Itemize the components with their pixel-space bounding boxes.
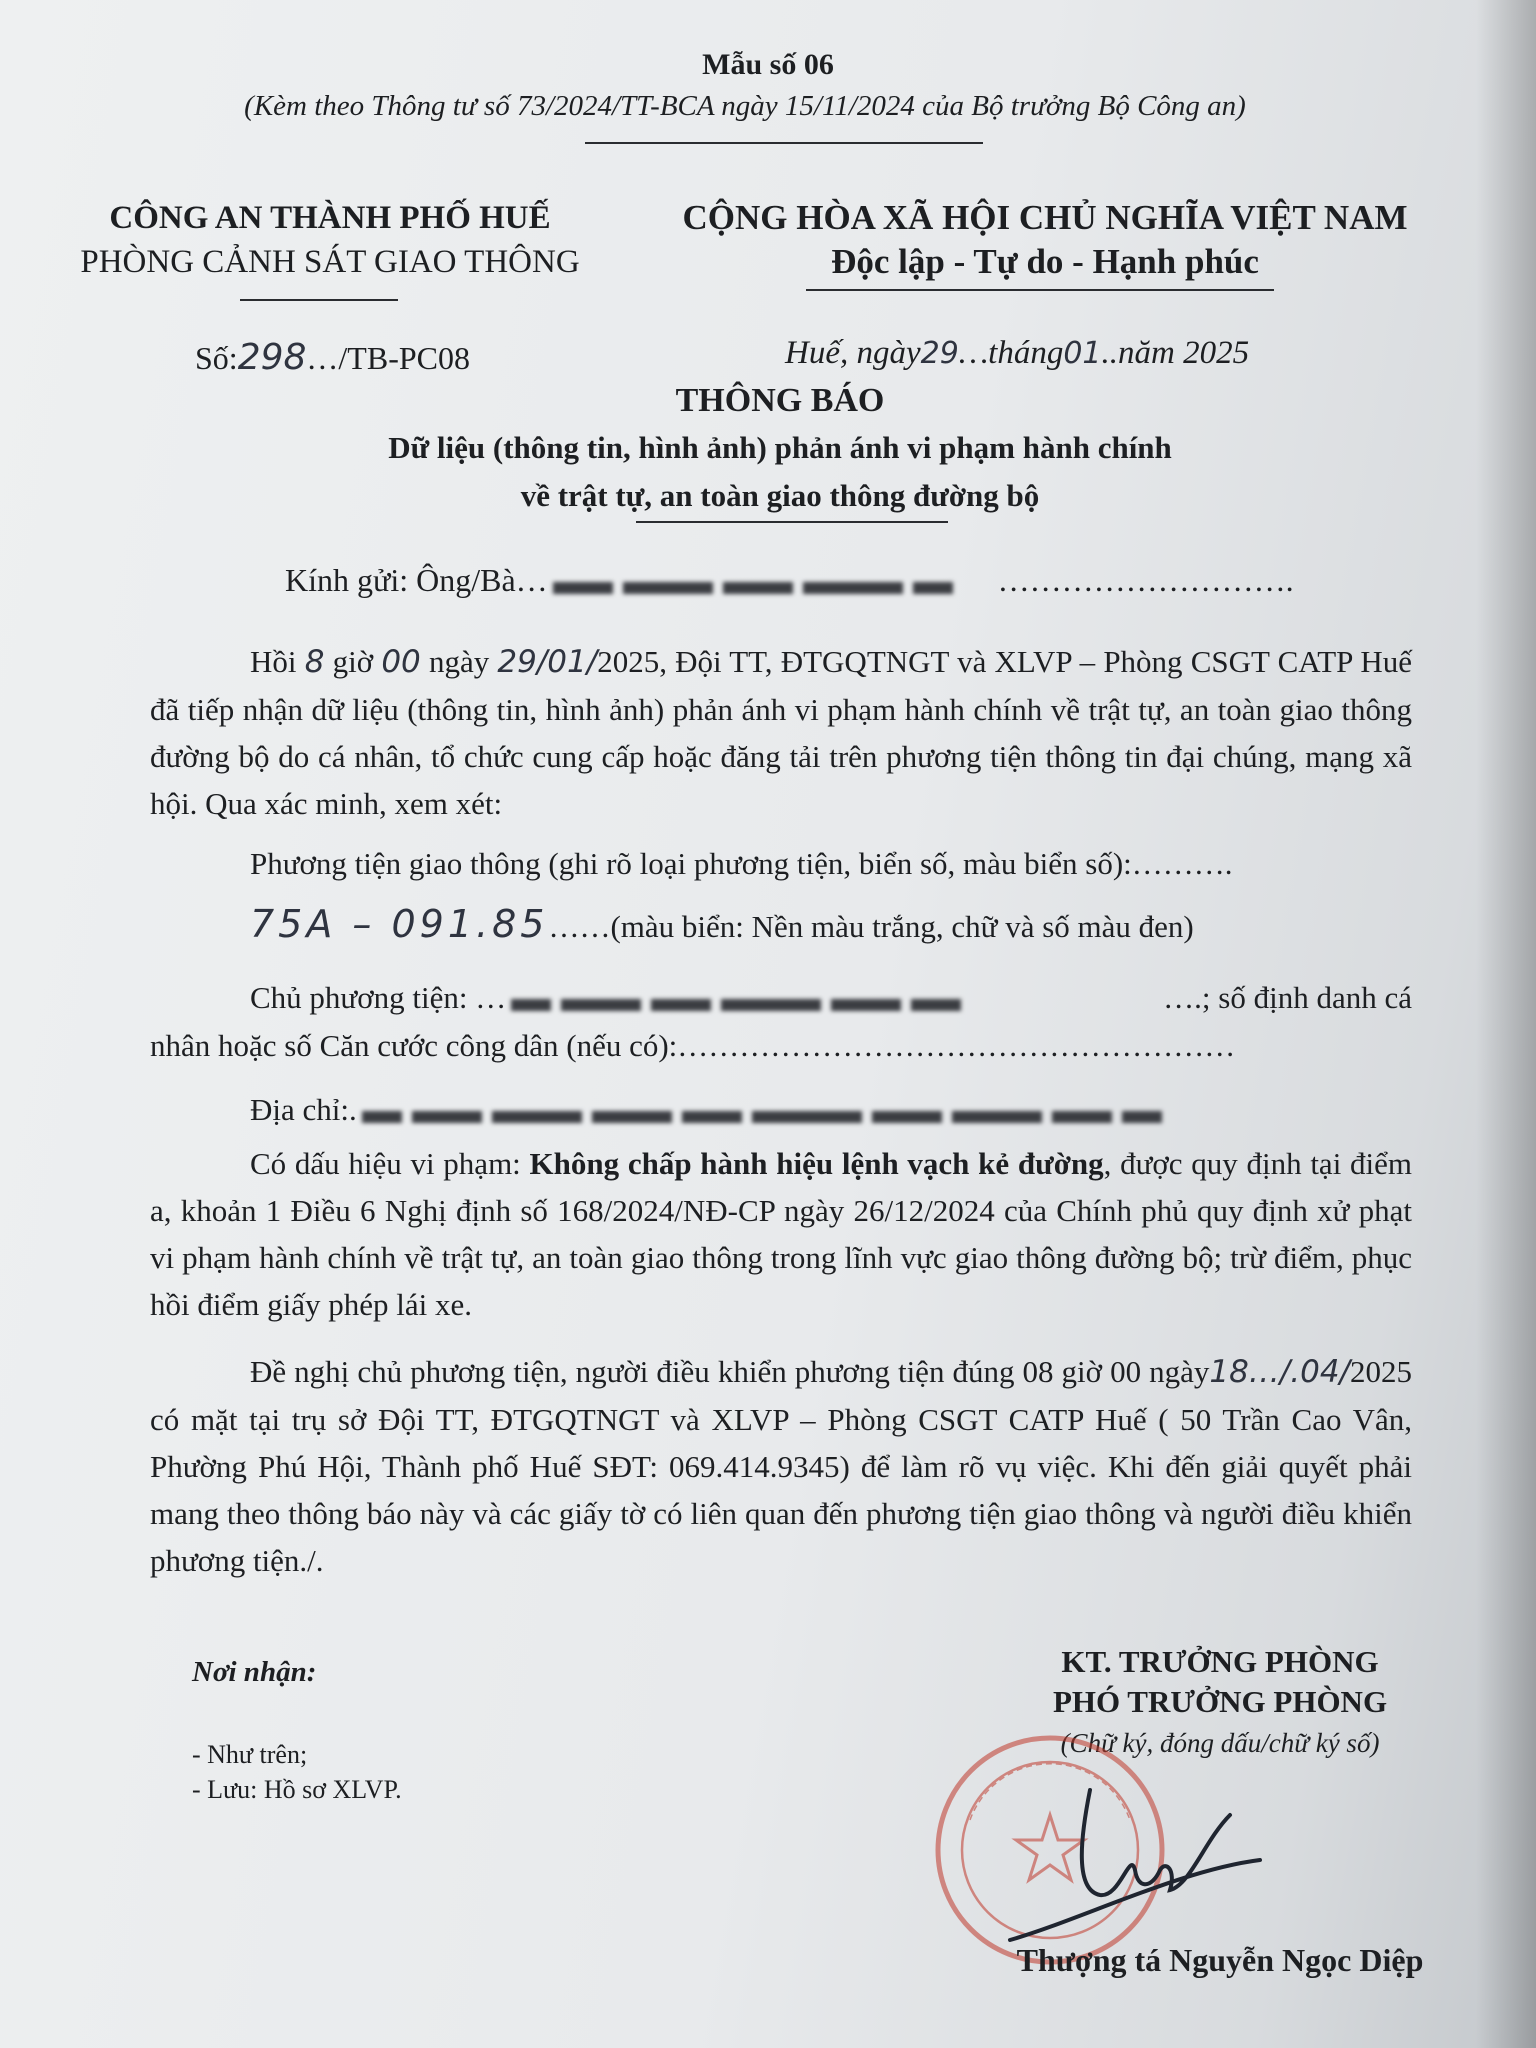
nation-underline (806, 289, 1274, 291)
paragraph-receipt-text-1: Hồi (250, 644, 297, 679)
signer-name: Thượng tá Nguyễn Ngọc Diệp (1016, 1942, 1424, 1978)
owner-id-label: ….; số định danh cá (1163, 980, 1412, 1015)
addressee-label: Kính gửi: Ông/Bà… (285, 562, 548, 598)
receipt-date-handwritten: 29/01/ (497, 644, 598, 680)
vehicle-label: Phương tiện giao thông (ghi rõ loại phương tiện, biển số, màu biển số):………. (250, 846, 1233, 881)
vehicle-plate-color: ……(màu biển: Nền màu trắng, chữ và số màu đen) (548, 909, 1194, 944)
form-number: Mẫu số 06 (702, 48, 834, 81)
owner-line (250, 980, 1412, 1019)
address-label: Địa chỉ:. (250, 1092, 357, 1127)
signature-note: (Chữ ký, đóng dấu/chữ ký số) (1060, 1728, 1380, 1758)
subtitle-underline (636, 521, 948, 523)
notice-subtitle-2: về trật tự, an toàn giao thông đường bộ (520, 478, 1040, 513)
redacted-owner-name (506, 983, 1026, 1019)
request-text-1: Đề nghị chủ phương tiện, người điều khiển phương tiện đúng 08 giờ 00 ngày (250, 1354, 1210, 1389)
issuer-line-2: PHÒNG CẢNH SÁT GIAO THÔNG (80, 244, 580, 280)
violation-legal-basis: , được quy định tại điểm a, khoản 1 Điều 6 Nghị định số 168/2024/NĐ-CP ngày 26/12/2024 của Chính phủ quy định xử phạt vi phạm hành chính về trật tự, an toàn giao thông trong lĩnh vực giao thông đường bộ; trừ điểm, phục hồi điểm giấy phép lái xe. (150, 1146, 1413, 1322)
paragraph-violation (150, 1140, 1412, 1328)
official-stamp-and-signature (930, 1720, 1290, 1980)
vehicle-plate-line (250, 902, 1194, 946)
receipt-hour-handwritten: 8 (304, 644, 325, 680)
recipient-item-2: - Lưu: Hồ sơ XLVP. (192, 1775, 402, 1804)
issue-date-year: ..năm 2025 (1101, 335, 1250, 371)
redacted-address (357, 1095, 1347, 1131)
address-line (250, 1092, 1347, 1131)
document-number-prefix: Số: (195, 340, 238, 376)
paragraph-receipt-text-3: ngày (428, 644, 490, 679)
receipt-minute-handwritten: 00 (381, 644, 421, 680)
document-number-line (195, 337, 470, 378)
owner-label: Chủ phương tiện: … (250, 980, 507, 1015)
issue-date-day-handwritten: 29 (920, 336, 959, 371)
addressee-line (285, 562, 1294, 602)
document-number-suffix: …/TB-PC08 (306, 340, 470, 376)
issue-date-line (785, 335, 1249, 372)
recipients-title: Nơi nhận: (192, 1656, 317, 1688)
paragraph-receipt-text-2: giờ (332, 644, 374, 679)
form-reference: (Kèm theo Thông tư số 73/2024/TT-BCA ngày 15/11/2024 của Bộ trưởng Bộ Công an) (244, 90, 1246, 122)
owner-id-line: nhân hoặc số Căn cước công dân (nếu có):……………………………………………… (150, 1028, 1236, 1063)
paragraph-receipt (150, 638, 1412, 827)
paragraph-request (150, 1348, 1412, 1584)
issuer-underline (240, 299, 398, 301)
vehicle-plate-handwritten: 75A – 091.85 (250, 902, 549, 946)
request-date-handwritten: 18…/.04/ (1209, 1354, 1350, 1390)
notice-subtitle-1: Dữ liệu (thông tin, hình ảnh) phản ánh vi phạm hành chính (388, 430, 1172, 465)
addressee-dots: ………………………. (997, 562, 1294, 598)
page-shadow (1476, 0, 1536, 2048)
violation-name: Không chấp hành hiệu lệnh vạch kẻ đường (529, 1146, 1104, 1181)
signature-title-1: KT. TRƯỞNG PHÒNG (1061, 1644, 1379, 1679)
document-number-handwritten: 298 (237, 337, 307, 378)
notice-title: THÔNG BÁO (675, 382, 885, 419)
form-reference-underline (585, 142, 983, 144)
signature-title-2: PHÓ TRƯỞNG PHÒNG (1052, 1684, 1388, 1719)
recipient-item-1: - Như trên; (192, 1740, 308, 1769)
issuer-line-1: CÔNG AN THÀNH PHỐ HUẾ (109, 200, 551, 236)
nation-line-2: Độc lập - Tự do - Hạnh phúc (831, 242, 1259, 281)
request-text-2: 2025 có mặt tại trụ sở Đội TT, ĐTGQTNGT và XLVP – Phòng CSGT CATP Huế ( 50 Trần Cao Vân, Phường Phú Hội, Thành phố Huế SĐT: 069.414.9345) để làm rõ vụ việc. Khi đến giải quyết phải mang theo thông báo này và các giấy tờ có liên quan đến phương tiện giao thông và người điều khiển phương tiện./. (150, 1354, 1412, 1578)
nation-line-1: CỘNG HÒA XÃ HỘI CHỦ NGHĨA VIỆT NAM (682, 198, 1408, 237)
issue-date-month-handwritten: 01 (1063, 336, 1102, 371)
issue-date-month-label: …tháng (958, 335, 1064, 371)
violation-prefix: Có dấu hiệu vi phạm: (250, 1146, 530, 1181)
redacted-addressee-name (548, 565, 998, 602)
paragraph-receipt-text-4: 2025, Đội TT, ĐTGQTNGT và XLVP – Phòng CSGT CATP Huế đã tiếp nhận dữ liệu (thông tin, hình ảnh) phản ánh vi phạm hành chính về trật tự, an toàn giao thông đường bộ do cá nhân, tổ chức cung cấp hoặc đăng tải trên phương tiện thông tin đại chúng, mạng xã hội. Qua xác minh, xem xét: (150, 644, 1413, 821)
issue-date-prefix: Huế, ngày (785, 335, 921, 371)
